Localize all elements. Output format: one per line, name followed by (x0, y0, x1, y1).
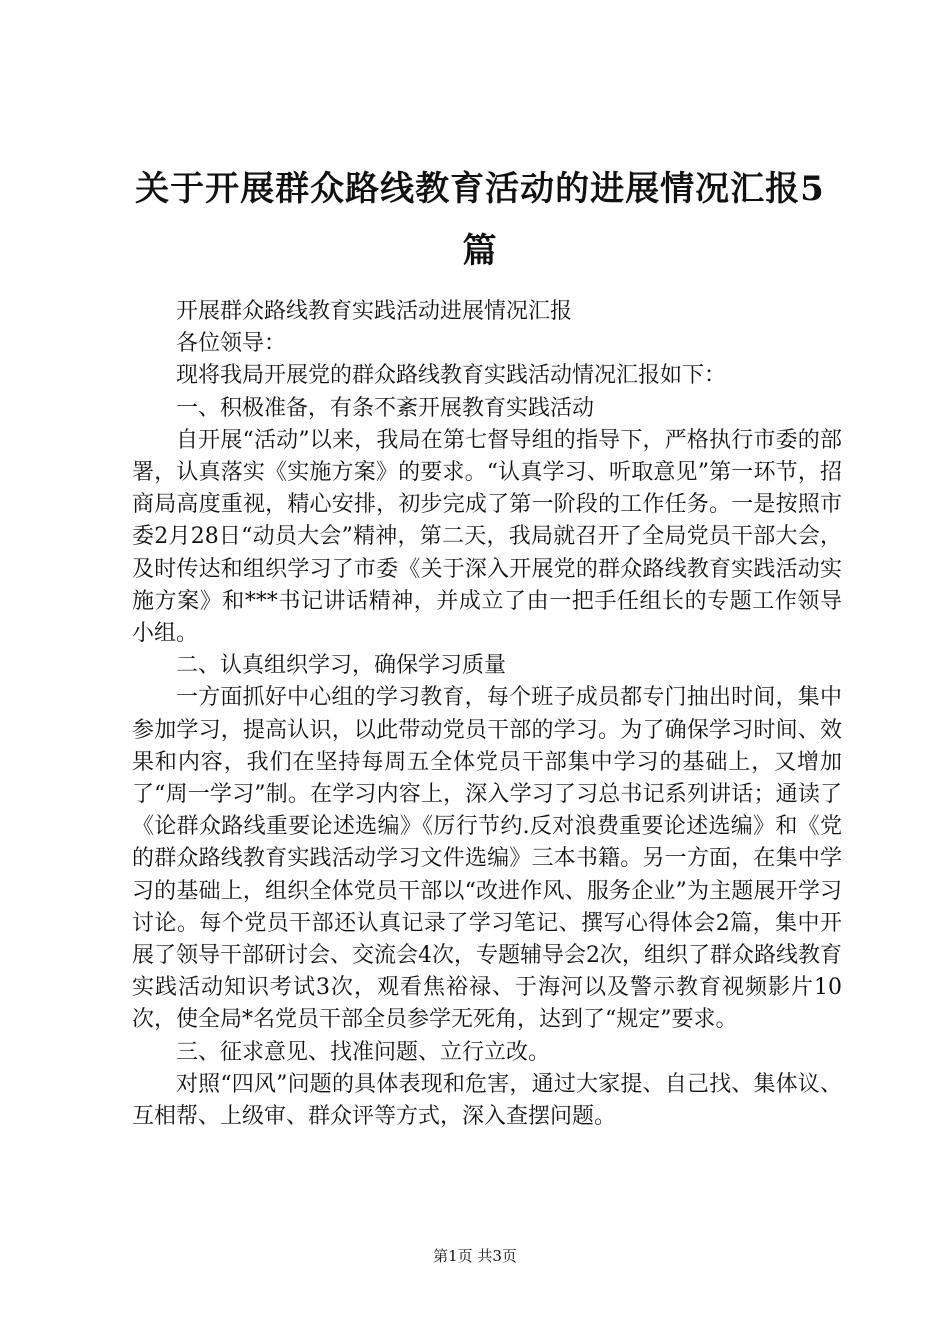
section-2-paragraph: 一方面抓好中心组的学习教育，每个班子成员都专门抽出时间，集中参加学习，提高认识，以此带动党员干部的学习。为了确保学习时间、效果和内容，我们在坚持每周五全体党员干部集中学习的基础上，又增加了“周一学习”制。在学习内容上，深入学习了习总书记系列讲话；通读了《论群众路线重要论述选编》《厉行节约.反对浪费重要论述选编》和《党的群众路线教育实践活动学习文件选编》三本书籍。另一方面，在集中学习的基础上，组织全体党员干部以“改进作风、服务企业”为主题展开学习讨论。每个党员干部还认真记录了学习笔记、撰写心得体会2篇，集中开展了领导干部研讨会、交流会4次，专题辅导会2次，组织了群众路线教育实践活动知识考试3次，观看焦裕禄、于海河以及警示教育视频影片10次，使全局*名党员干部全员参学无死角，达到了“规定”要求。 (132, 685, 842, 1033)
page-number-footer: 第1页 共3页 (433, 1247, 517, 1265)
section-heading-1: 一、积极准备，有条不紊开展教育实践活动 (176, 395, 595, 421)
document-title: 关于开展群众路线教育活动的进展情况汇报5篇 (135, 169, 825, 271)
section-3-paragraph: 对照“四风”问题的具体表现和危害，通过大家提、自己找、集体议、互相帮、上级审、群众评等方式，深入查摆问题。 (132, 1071, 842, 1130)
section-heading-3: 三、征求意见、找准问题、立行立改。 (176, 1039, 551, 1065)
report-subtitle: 开展群众路线教育实践活动进展情况汇报 (176, 299, 573, 324)
section-1-paragraph: 自开展“活动”以来，我局在第七督导组的指导下，严格执行市委的部署，认真落实《实施方案》的要求。“认真学习、听取意见”第一环节，招商局高度重视，精心安排，初步完成了第一阶段的工作任务。一是按照市委2月28日“动员大会”精神，第二天，我局就召开了全局党员干部大会，及时传达和组织学习了市委《关于深入开展党的群众路线教育实践活动实施方案》和***书记讲话精神，并成立了由一把手任组长的专题工作领导小组。 (132, 427, 842, 647)
document-body (132, 296, 842, 1133)
intro-paragraph: 现将我局开展党的群众路线教育实践活动情况汇报如下： (176, 363, 727, 389)
salutation: 各位领导： (176, 331, 287, 357)
section-heading-2: 二、认真组织学习，确保学习质量 (176, 653, 507, 679)
